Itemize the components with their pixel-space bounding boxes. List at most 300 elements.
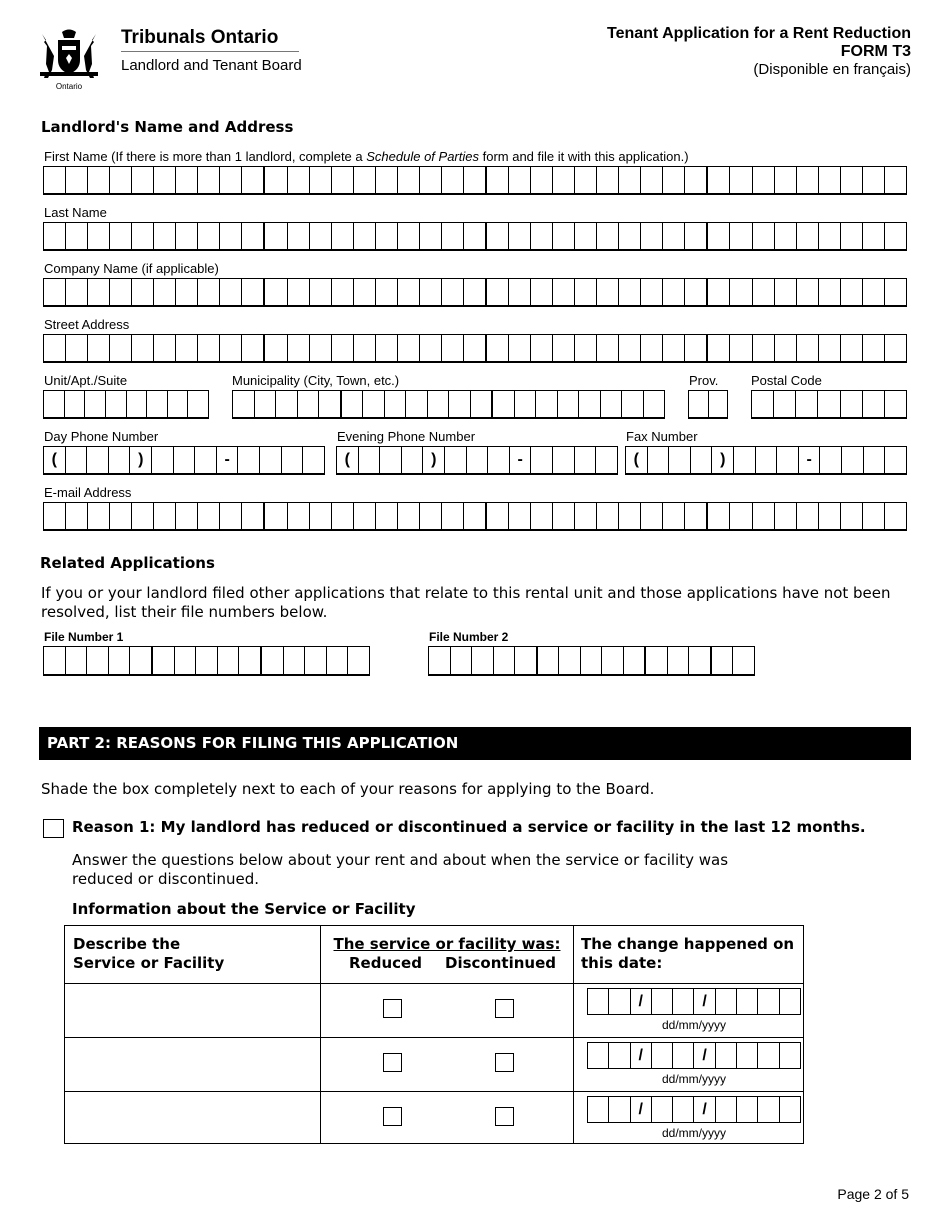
char-cell[interactable]: [303, 447, 325, 473]
char-cell[interactable]: [864, 447, 886, 473]
char-cell[interactable]: [777, 447, 799, 473]
char-cell[interactable]: [622, 391, 644, 417]
char-cell[interactable]: [663, 167, 685, 193]
char-cell[interactable]: [780, 989, 801, 1014]
char-cell[interactable]: [708, 335, 730, 361]
char-cell[interactable]: [515, 391, 537, 417]
char-cell[interactable]: [531, 335, 553, 361]
char-cell[interactable]: (: [44, 447, 66, 473]
row-1-date-input[interactable]: [587, 988, 801, 1015]
char-cell[interactable]: -: [217, 447, 239, 473]
char-cell[interactable]: [758, 1097, 779, 1122]
char-cell[interactable]: [106, 391, 127, 417]
char-cell[interactable]: [376, 167, 398, 193]
municipality-input[interactable]: [232, 390, 665, 419]
row-3-description-input[interactable]: [69, 1096, 315, 1140]
char-cell[interactable]: [730, 503, 752, 529]
char-cell[interactable]: [420, 223, 442, 249]
char-cell[interactable]: [305, 647, 327, 674]
char-cell[interactable]: [730, 279, 752, 305]
char-cell[interactable]: [472, 647, 494, 674]
char-cell[interactable]: [218, 647, 240, 674]
char-cell[interactable]: [198, 335, 220, 361]
char-cell[interactable]: [110, 279, 132, 305]
char-cell[interactable]: [66, 647, 88, 674]
char-cell[interactable]: [110, 503, 132, 529]
char-cell[interactable]: [66, 167, 88, 193]
char-cell[interactable]: [464, 167, 487, 193]
row-1-discontinued-checkbox[interactable]: [495, 999, 514, 1018]
char-cell[interactable]: [841, 335, 863, 361]
char-cell[interactable]: [239, 647, 262, 674]
char-cell[interactable]: [796, 391, 818, 417]
row-3-date-input[interactable]: [587, 1096, 801, 1123]
char-cell[interactable]: ): [712, 447, 734, 473]
char-cell[interactable]: [442, 335, 464, 361]
char-cell[interactable]: [673, 1097, 694, 1122]
char-cell[interactable]: [398, 279, 420, 305]
char-cell[interactable]: [332, 223, 354, 249]
char-cell[interactable]: [175, 647, 197, 674]
char-cell[interactable]: [797, 167, 819, 193]
char-cell[interactable]: [609, 1097, 630, 1122]
char-cell[interactable]: [493, 391, 515, 417]
char-cell[interactable]: [685, 335, 708, 361]
char-cell[interactable]: [685, 503, 708, 529]
char-cell[interactable]: [310, 279, 332, 305]
char-cell[interactable]: [531, 223, 553, 249]
char-cell[interactable]: [575, 223, 597, 249]
char-cell[interactable]: [780, 1097, 801, 1122]
char-cell[interactable]: [168, 391, 189, 417]
char-cell[interactable]: [531, 167, 553, 193]
char-cell[interactable]: [132, 167, 154, 193]
char-cell[interactable]: [154, 279, 176, 305]
reason-1-checkbox[interactable]: [43, 819, 64, 838]
char-cell[interactable]: [756, 447, 778, 473]
char-cell[interactable]: [775, 279, 797, 305]
char-cell[interactable]: [819, 503, 841, 529]
char-cell[interactable]: [467, 447, 489, 473]
char-cell[interactable]: [780, 1043, 801, 1068]
char-cell[interactable]: [737, 1043, 758, 1068]
char-cell[interactable]: [238, 447, 260, 473]
char-cell[interactable]: [348, 647, 370, 674]
char-cell[interactable]: [110, 335, 132, 361]
char-cell[interactable]: [689, 647, 712, 674]
char-cell[interactable]: [797, 503, 819, 529]
char-cell[interactable]: [863, 279, 885, 305]
char-cell[interactable]: [88, 223, 110, 249]
char-cell[interactable]: [509, 223, 531, 249]
char-cell[interactable]: [575, 335, 597, 361]
char-cell[interactable]: [487, 279, 509, 305]
char-cell[interactable]: [669, 447, 691, 473]
char-cell[interactable]: [66, 335, 88, 361]
char-cell[interactable]: [44, 503, 66, 529]
day-phone-input[interactable]: [43, 446, 325, 475]
char-cell[interactable]: [619, 503, 641, 529]
char-cell[interactable]: [288, 167, 310, 193]
char-cell[interactable]: [198, 279, 220, 305]
char-cell[interactable]: [885, 335, 907, 361]
char-cell[interactable]: [176, 503, 198, 529]
char-cell[interactable]: [712, 647, 734, 674]
char-cell[interactable]: [579, 391, 601, 417]
char-cell[interactable]: [310, 503, 332, 529]
row-1-description-input[interactable]: [69, 988, 315, 1032]
char-cell[interactable]: [44, 391, 65, 417]
char-cell[interactable]: [288, 223, 310, 249]
char-cell[interactable]: [265, 279, 287, 305]
char-cell[interactable]: [641, 167, 663, 193]
char-cell[interactable]: [619, 167, 641, 193]
char-cell[interactable]: [820, 447, 842, 473]
char-cell[interactable]: [553, 167, 575, 193]
char-cell[interactable]: [842, 447, 864, 473]
street-address-input[interactable]: [43, 334, 907, 363]
char-cell[interactable]: [553, 279, 575, 305]
char-cell[interactable]: [685, 279, 708, 305]
char-cell[interactable]: [132, 279, 154, 305]
char-cell[interactable]: [581, 647, 603, 674]
char-cell[interactable]: [673, 989, 694, 1014]
char-cell[interactable]: (: [626, 447, 648, 473]
char-cell[interactable]: [380, 447, 402, 473]
char-cell[interactable]: [398, 223, 420, 249]
char-cell[interactable]: [753, 167, 775, 193]
char-cell[interactable]: [376, 503, 398, 529]
char-cell[interactable]: [841, 279, 863, 305]
char-cell[interactable]: [619, 223, 641, 249]
char-cell[interactable]: [597, 167, 619, 193]
char-cell[interactable]: [668, 647, 690, 674]
char-cell[interactable]: /: [631, 989, 652, 1014]
char-cell[interactable]: [464, 335, 487, 361]
char-cell[interactable]: [663, 335, 685, 361]
char-cell[interactable]: [730, 223, 752, 249]
char-cell[interactable]: [597, 503, 619, 529]
char-cell[interactable]: [575, 503, 597, 529]
char-cell[interactable]: [774, 391, 796, 417]
char-cell[interactable]: [509, 503, 531, 529]
char-cell[interactable]: [487, 167, 509, 193]
char-cell[interactable]: [332, 167, 354, 193]
char-cell[interactable]: [220, 335, 242, 361]
char-cell[interactable]: [354, 335, 376, 361]
char-cell[interactable]: [709, 391, 729, 417]
char-cell[interactable]: [730, 335, 752, 361]
char-cell[interactable]: /: [694, 1043, 715, 1068]
char-cell[interactable]: [559, 647, 581, 674]
char-cell[interactable]: [262, 647, 284, 674]
char-cell[interactable]: [464, 503, 487, 529]
char-cell[interactable]: [109, 447, 131, 473]
char-cell[interactable]: [176, 335, 198, 361]
char-cell[interactable]: [332, 335, 354, 361]
char-cell[interactable]: [885, 391, 907, 417]
char-cell[interactable]: [648, 447, 670, 473]
char-cell[interactable]: [44, 647, 66, 674]
char-cell[interactable]: [363, 391, 385, 417]
char-cell[interactable]: [319, 391, 342, 417]
char-cell[interactable]: [753, 279, 775, 305]
char-cell[interactable]: [758, 989, 779, 1014]
char-cell[interactable]: [242, 167, 265, 193]
char-cell[interactable]: [464, 223, 487, 249]
char-cell[interactable]: [624, 647, 647, 674]
char-cell[interactable]: [220, 503, 242, 529]
char-cell[interactable]: [641, 279, 663, 305]
char-cell[interactable]: [708, 279, 730, 305]
char-cell[interactable]: [44, 279, 66, 305]
char-cell[interactable]: [488, 447, 510, 473]
char-cell[interactable]: [685, 223, 708, 249]
char-cell[interactable]: [652, 989, 673, 1014]
evening-phone-input[interactable]: [336, 446, 618, 475]
char-cell[interactable]: [66, 447, 88, 473]
row-3-reduced-checkbox[interactable]: [383, 1107, 402, 1126]
char-cell[interactable]: [420, 335, 442, 361]
char-cell[interactable]: [515, 647, 538, 674]
char-cell[interactable]: [538, 647, 560, 674]
char-cell[interactable]: [464, 279, 487, 305]
char-cell[interactable]: [509, 335, 531, 361]
char-cell[interactable]: [841, 391, 863, 417]
char-cell[interactable]: [553, 335, 575, 361]
char-cell[interactable]: [176, 167, 198, 193]
char-cell[interactable]: [609, 1043, 630, 1068]
char-cell[interactable]: [646, 647, 668, 674]
char-cell[interactable]: [282, 447, 304, 473]
char-cell[interactable]: [88, 167, 110, 193]
char-cell[interactable]: [196, 647, 218, 674]
char-cell[interactable]: [242, 335, 265, 361]
char-cell[interactable]: [819, 167, 841, 193]
char-cell[interactable]: [775, 335, 797, 361]
char-cell[interactable]: [733, 647, 755, 674]
char-cell[interactable]: [641, 223, 663, 249]
char-cell[interactable]: [376, 223, 398, 249]
char-cell[interactable]: [132, 223, 154, 249]
char-cell[interactable]: [863, 391, 885, 417]
char-cell[interactable]: [154, 223, 176, 249]
char-cell[interactable]: [88, 279, 110, 305]
char-cell[interactable]: [402, 447, 424, 473]
char-cell[interactable]: [327, 647, 349, 674]
char-cell[interactable]: [775, 503, 797, 529]
char-cell[interactable]: [863, 223, 885, 249]
char-cell[interactable]: [663, 223, 685, 249]
char-cell[interactable]: [471, 391, 494, 417]
char-cell[interactable]: [716, 989, 737, 1014]
row-1-reduced-checkbox[interactable]: [383, 999, 402, 1018]
char-cell[interactable]: [689, 391, 709, 417]
char-cell[interactable]: [376, 335, 398, 361]
file-number-2-input[interactable]: [428, 646, 755, 676]
last-name-input[interactable]: [43, 222, 907, 251]
char-cell[interactable]: [775, 223, 797, 249]
char-cell[interactable]: [641, 335, 663, 361]
char-cell[interactable]: [109, 647, 131, 674]
char-cell[interactable]: [376, 279, 398, 305]
char-cell[interactable]: [198, 223, 220, 249]
char-cell[interactable]: [44, 223, 66, 249]
char-cell[interactable]: [487, 503, 509, 529]
char-cell[interactable]: [445, 447, 467, 473]
char-cell[interactable]: [332, 503, 354, 529]
char-cell[interactable]: [220, 279, 242, 305]
char-cell[interactable]: [597, 223, 619, 249]
char-cell[interactable]: [195, 447, 217, 473]
char-cell[interactable]: [597, 335, 619, 361]
char-cell[interactable]: [531, 279, 553, 305]
char-cell[interactable]: [531, 503, 553, 529]
char-cell[interactable]: [652, 1097, 673, 1122]
char-cell[interactable]: [420, 279, 442, 305]
char-cell[interactable]: [354, 167, 376, 193]
char-cell[interactable]: [449, 391, 471, 417]
char-cell[interactable]: [220, 223, 242, 249]
char-cell[interactable]: [797, 223, 819, 249]
char-cell[interactable]: [87, 447, 109, 473]
char-cell[interactable]: [691, 447, 713, 473]
char-cell[interactable]: [685, 167, 708, 193]
char-cell[interactable]: [558, 391, 580, 417]
char-cell[interactable]: [154, 335, 176, 361]
char-cell[interactable]: [487, 335, 509, 361]
char-cell[interactable]: [588, 989, 609, 1014]
char-cell[interactable]: [775, 167, 797, 193]
row-2-reduced-checkbox[interactable]: [383, 1053, 402, 1072]
char-cell[interactable]: [66, 503, 88, 529]
char-cell[interactable]: [420, 167, 442, 193]
char-cell[interactable]: [644, 391, 666, 417]
char-cell[interactable]: [737, 989, 758, 1014]
char-cell[interactable]: [152, 447, 174, 473]
char-cell[interactable]: [265, 167, 287, 193]
char-cell[interactable]: [442, 223, 464, 249]
row-2-date-input[interactable]: [587, 1042, 801, 1069]
char-cell[interactable]: [65, 391, 86, 417]
char-cell[interactable]: [601, 391, 623, 417]
char-cell[interactable]: [841, 223, 863, 249]
char-cell[interactable]: [342, 391, 364, 417]
row-3-discontinued-checkbox[interactable]: [495, 1107, 514, 1126]
char-cell[interactable]: [673, 1043, 694, 1068]
char-cell[interactable]: [819, 335, 841, 361]
char-cell[interactable]: [255, 391, 277, 417]
char-cell[interactable]: [863, 167, 885, 193]
char-cell[interactable]: (: [337, 447, 359, 473]
char-cell[interactable]: [130, 647, 153, 674]
char-cell[interactable]: [147, 391, 168, 417]
fax-input[interactable]: [625, 446, 907, 475]
char-cell[interactable]: [66, 223, 88, 249]
char-cell[interactable]: [885, 447, 907, 473]
char-cell[interactable]: [233, 391, 255, 417]
char-cell[interactable]: [818, 391, 840, 417]
char-cell[interactable]: [663, 279, 685, 305]
char-cell[interactable]: [398, 167, 420, 193]
char-cell[interactable]: [174, 447, 196, 473]
char-cell[interactable]: [354, 223, 376, 249]
char-cell[interactable]: [797, 279, 819, 305]
char-cell[interactable]: [154, 167, 176, 193]
char-cell[interactable]: [758, 1043, 779, 1068]
char-cell[interactable]: [509, 279, 531, 305]
char-cell[interactable]: [597, 279, 619, 305]
char-cell[interactable]: [553, 447, 575, 473]
char-cell[interactable]: [885, 279, 907, 305]
char-cell[interactable]: [242, 223, 265, 249]
char-cell[interactable]: [87, 647, 109, 674]
char-cell[interactable]: [596, 447, 618, 473]
char-cell[interactable]: [288, 279, 310, 305]
char-cell[interactable]: [588, 1043, 609, 1068]
char-cell[interactable]: [708, 167, 730, 193]
char-cell[interactable]: [863, 503, 885, 529]
char-cell[interactable]: -: [510, 447, 532, 473]
char-cell[interactable]: [819, 223, 841, 249]
char-cell[interactable]: [44, 167, 66, 193]
row-2-discontinued-checkbox[interactable]: [495, 1053, 514, 1072]
char-cell[interactable]: -: [799, 447, 821, 473]
char-cell[interactable]: [575, 167, 597, 193]
char-cell[interactable]: [88, 335, 110, 361]
char-cell[interactable]: [716, 1043, 737, 1068]
postal-code-input[interactable]: [751, 390, 907, 419]
char-cell[interactable]: [442, 503, 464, 529]
char-cell[interactable]: [428, 391, 450, 417]
char-cell[interactable]: /: [694, 1097, 715, 1122]
char-cell[interactable]: [602, 647, 624, 674]
email-input[interactable]: [43, 502, 907, 531]
char-cell[interactable]: [619, 335, 641, 361]
char-cell[interactable]: /: [694, 989, 715, 1014]
char-cell[interactable]: [176, 279, 198, 305]
char-cell[interactable]: [198, 167, 220, 193]
char-cell[interactable]: [332, 279, 354, 305]
char-cell[interactable]: [242, 503, 265, 529]
char-cell[interactable]: [176, 223, 198, 249]
char-cell[interactable]: [276, 391, 298, 417]
char-cell[interactable]: [752, 391, 774, 417]
char-cell[interactable]: [730, 167, 752, 193]
char-cell[interactable]: [88, 503, 110, 529]
char-cell[interactable]: [354, 503, 376, 529]
char-cell[interactable]: [359, 447, 381, 473]
char-cell[interactable]: /: [631, 1043, 652, 1068]
char-cell[interactable]: [753, 503, 775, 529]
company-name-input[interactable]: [43, 278, 907, 307]
char-cell[interactable]: [451, 647, 473, 674]
first-name-input[interactable]: [43, 166, 907, 195]
char-cell[interactable]: [385, 391, 407, 417]
char-cell[interactable]: [588, 1097, 609, 1122]
char-cell[interactable]: [406, 391, 428, 417]
char-cell[interactable]: [487, 223, 509, 249]
char-cell[interactable]: [110, 223, 132, 249]
char-cell[interactable]: [885, 223, 907, 249]
char-cell[interactable]: [619, 279, 641, 305]
char-cell[interactable]: [442, 167, 464, 193]
char-cell[interactable]: [298, 391, 320, 417]
char-cell[interactable]: [132, 503, 154, 529]
char-cell[interactable]: [265, 503, 287, 529]
char-cell[interactable]: [153, 647, 175, 674]
char-cell[interactable]: [132, 335, 154, 361]
